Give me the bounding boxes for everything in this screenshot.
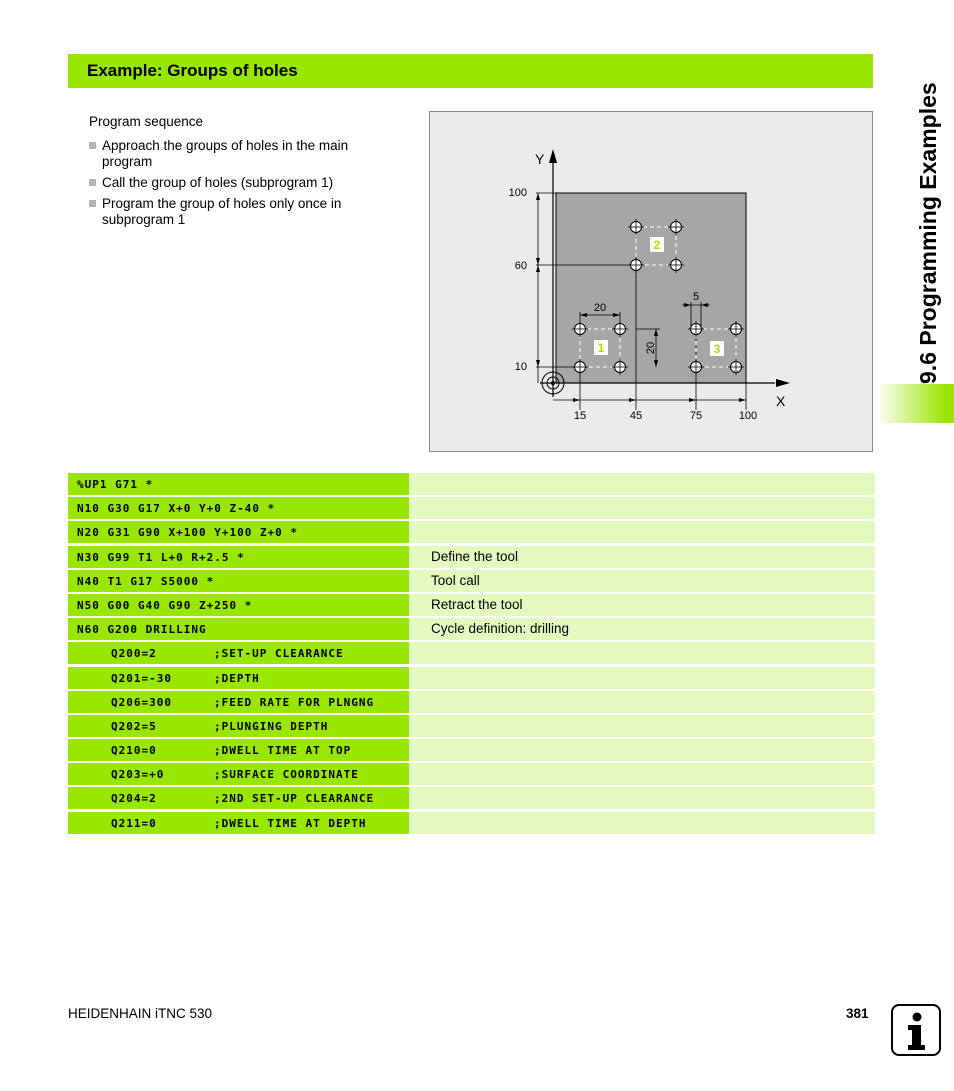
x-tick-label: 15 bbox=[573, 410, 587, 422]
table-row bbox=[68, 642, 875, 664]
description-cell bbox=[409, 715, 875, 737]
code-comment: ;SET-UP CLEARANCE bbox=[214, 647, 344, 661]
description-cell bbox=[409, 691, 875, 713]
section-title: Example: Groups of holes bbox=[87, 61, 298, 80]
workpiece-drawing bbox=[429, 111, 873, 452]
group-label: 1 bbox=[597, 341, 605, 355]
list-item: Approach the groups of holes in the main program bbox=[89, 138, 389, 170]
code-text: Q206=300 bbox=[111, 695, 172, 709]
code-cell bbox=[68, 739, 409, 761]
x-tick-label: 45 bbox=[629, 410, 643, 422]
y-tick-label: 10 bbox=[514, 361, 527, 373]
description-cell bbox=[409, 739, 875, 761]
table-row bbox=[68, 618, 875, 640]
code-comment: ;2ND SET-UP CLEARANCE bbox=[214, 792, 375, 806]
description-text: Retract the tool bbox=[431, 596, 523, 612]
description-cell bbox=[409, 546, 875, 568]
code-text: N60 G200 DRILLING bbox=[77, 623, 207, 637]
description-cell bbox=[409, 521, 875, 543]
y-axis-label: Y bbox=[535, 151, 545, 167]
x-tick-label: 75 bbox=[689, 410, 703, 422]
list-item: Program the group of holes only once in subprogram 1 bbox=[89, 196, 389, 228]
drawing-svg bbox=[430, 112, 874, 453]
description-cell bbox=[409, 497, 875, 519]
table-row bbox=[68, 812, 875, 834]
code-cell bbox=[68, 763, 409, 785]
code-text: Q211=0 bbox=[111, 816, 157, 830]
code-text: Q203=+0 bbox=[111, 768, 165, 782]
code-cell bbox=[68, 570, 409, 592]
chapter-side-title: 9.6 Programming Examples bbox=[915, 82, 941, 384]
info-icon bbox=[891, 1004, 941, 1056]
code-text: %UP1 G71 * bbox=[77, 478, 154, 491]
description-cell bbox=[409, 787, 875, 809]
chapter-marker bbox=[876, 384, 954, 423]
table-row bbox=[68, 739, 875, 761]
x-axis-arrow-icon bbox=[776, 379, 790, 387]
code-text: N20 G31 G90 X+100 Y+100 Z+0 * bbox=[77, 526, 299, 540]
list-item: Call the group of holes (subprogram 1) bbox=[89, 175, 389, 191]
code-cell bbox=[68, 618, 409, 640]
section-title-bar bbox=[68, 54, 873, 88]
x-tick-label: 100 bbox=[738, 410, 758, 422]
code-cell bbox=[68, 497, 409, 519]
code-cell bbox=[68, 715, 409, 737]
code-cell bbox=[68, 546, 409, 568]
code-cell bbox=[68, 642, 409, 664]
code-cell bbox=[68, 787, 409, 809]
table-row bbox=[68, 787, 875, 809]
description-cell bbox=[409, 812, 875, 834]
code-text: Q204=2 bbox=[111, 792, 157, 806]
description-cell bbox=[409, 618, 875, 640]
table-row bbox=[68, 594, 875, 616]
table-row bbox=[68, 473, 875, 495]
dimension-label: 20 bbox=[645, 341, 657, 355]
code-text: Q201=-30 bbox=[111, 671, 172, 685]
dimension-label: 20 bbox=[593, 302, 607, 314]
code-text: Q202=5 bbox=[111, 719, 157, 733]
table-row bbox=[68, 570, 875, 592]
program-sequence-label: Program sequence bbox=[89, 114, 204, 129]
description-cell bbox=[409, 642, 875, 664]
code-cell bbox=[68, 812, 409, 834]
code-text: N40 T1 G17 S5000 * bbox=[77, 574, 215, 588]
code-text: Q200=2 bbox=[111, 647, 157, 661]
code-cell bbox=[68, 691, 409, 713]
table-row bbox=[68, 546, 875, 568]
description-text: Define the tool bbox=[431, 548, 519, 564]
code-text: Q210=0 bbox=[111, 744, 157, 758]
code-comment: ;PLUNGING DEPTH bbox=[214, 719, 329, 733]
table-row bbox=[68, 521, 875, 543]
table-row bbox=[68, 667, 875, 689]
table-row bbox=[68, 715, 875, 737]
code-cell bbox=[68, 594, 409, 616]
description-cell bbox=[409, 473, 875, 495]
program-listing bbox=[68, 473, 875, 836]
footer-product: HEIDENHAIN iTNC 530 bbox=[68, 1006, 213, 1021]
code-comment: ;DWELL TIME AT DEPTH bbox=[214, 816, 367, 830]
bullet-square-icon bbox=[89, 200, 96, 207]
code-comment: ;FEED RATE FOR PLNGNG bbox=[214, 695, 375, 709]
y-tick-label: 100 bbox=[508, 187, 527, 199]
description-cell bbox=[409, 594, 875, 616]
y-axis-arrow-icon bbox=[549, 149, 557, 163]
y-tick-label: 60 bbox=[514, 260, 527, 272]
table-row bbox=[68, 691, 875, 713]
description-cell bbox=[409, 763, 875, 785]
code-text: N50 G00 G40 G90 Z+250 * bbox=[77, 598, 253, 612]
x-axis-label: X bbox=[776, 393, 786, 409]
code-comment: ;DEPTH bbox=[214, 671, 260, 685]
code-cell bbox=[68, 521, 409, 543]
group-label: 3 bbox=[713, 342, 721, 356]
description-cell bbox=[409, 570, 875, 592]
page-number: 381 bbox=[846, 1006, 869, 1021]
code-cell bbox=[68, 473, 409, 495]
code-comment: ;SURFACE COORDINATE bbox=[214, 768, 359, 782]
bullet-square-icon bbox=[89, 179, 96, 186]
description-text: Cycle definition: drilling bbox=[431, 621, 570, 637]
code-comment: ;DWELL TIME AT TOP bbox=[214, 744, 352, 758]
program-sequence bbox=[89, 114, 389, 233]
dimension-label: 5 bbox=[692, 291, 700, 303]
chapter-side-tab bbox=[876, 0, 954, 384]
description-cell bbox=[409, 667, 875, 689]
description-text: Tool call bbox=[431, 572, 480, 588]
group-label: 2 bbox=[653, 238, 661, 252]
code-text: N30 G99 T1 L+0 R+2.5 * bbox=[77, 550, 245, 564]
code-text: N10 G30 G17 X+0 Y+0 Z-40 * bbox=[77, 502, 276, 516]
code-cell bbox=[68, 667, 409, 689]
table-row bbox=[68, 763, 875, 785]
table-row bbox=[68, 497, 875, 519]
bullet-square-icon bbox=[89, 142, 96, 149]
